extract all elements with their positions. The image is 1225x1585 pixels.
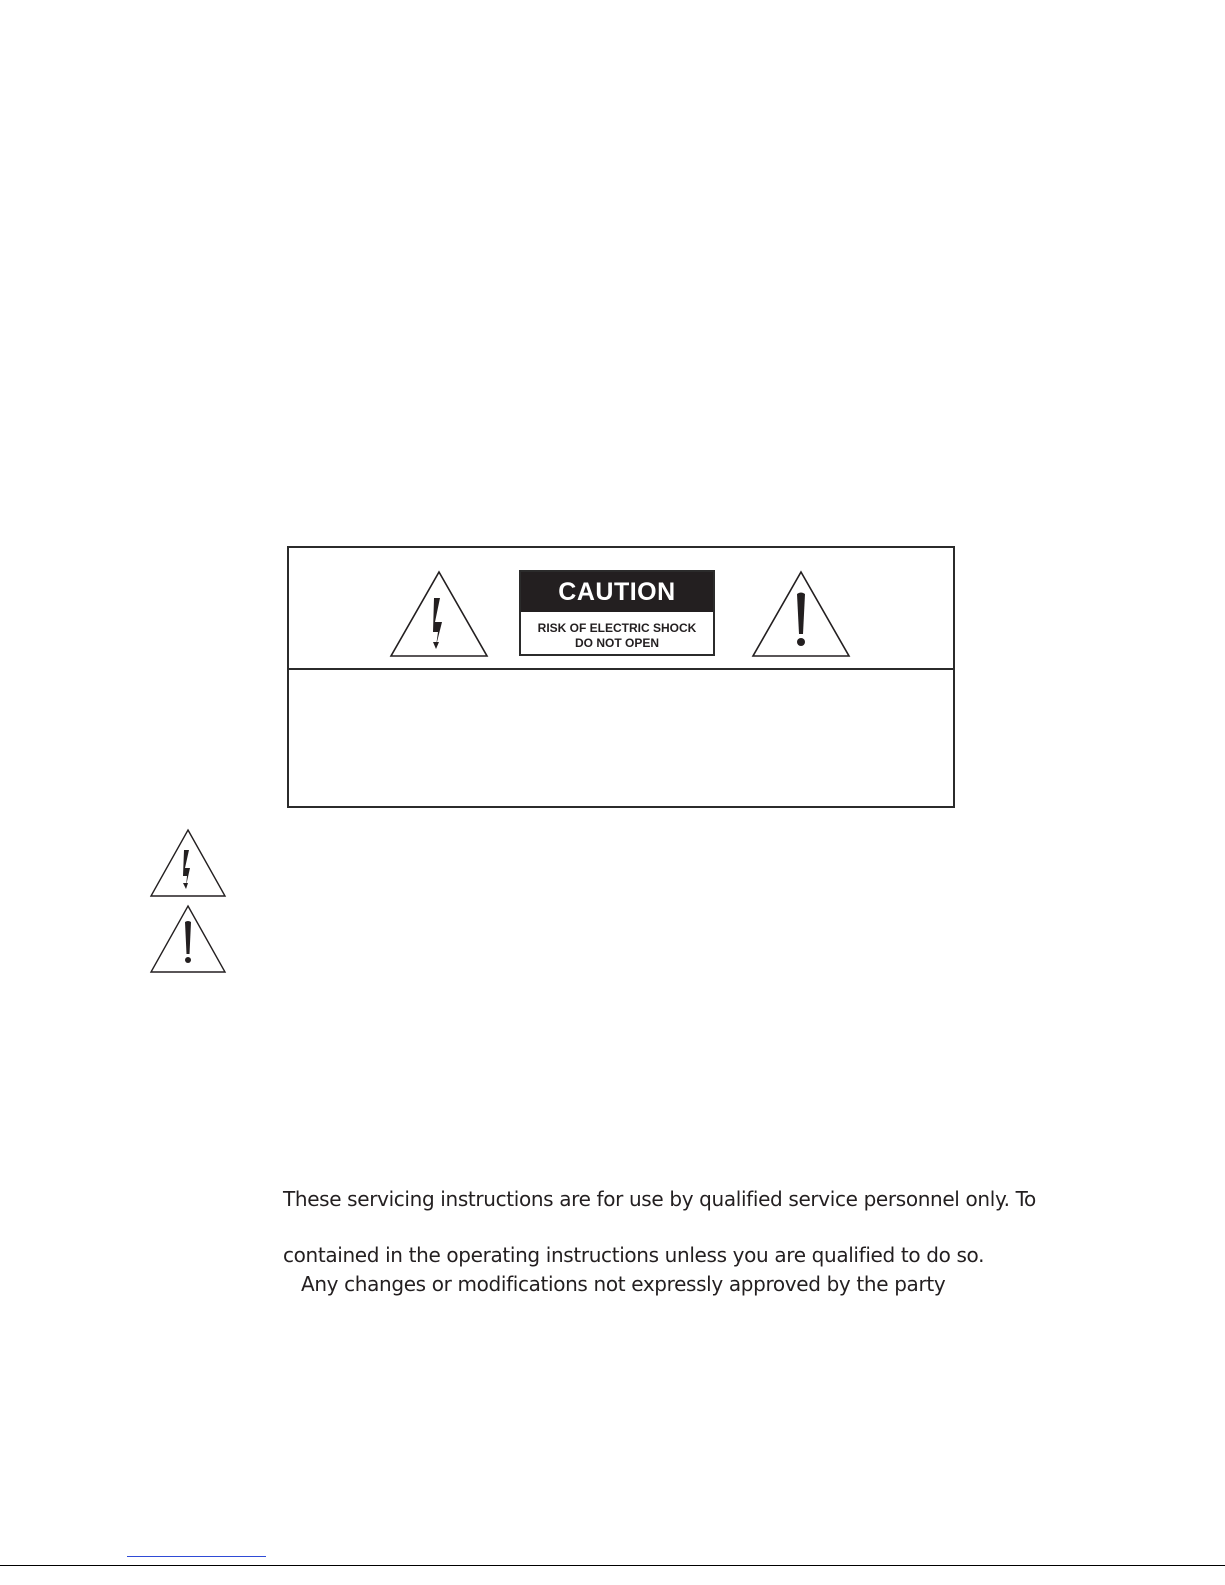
servicing-instructions-line-2: contained in the operating instructions unless you are qualified to do so.	[283, 1243, 985, 1267]
lightning-symbol-icon	[149, 828, 227, 898]
caution-line-do-not-open: DO NOT OPEN	[574, 636, 659, 650]
caution-panel-top	[289, 548, 953, 670]
caution-header: CAUTION	[521, 572, 713, 612]
caution-panel	[287, 546, 955, 808]
exclamation-symbol-icon	[149, 904, 227, 974]
page-bottom-rule	[0, 1565, 1225, 1566]
lightning-warning-icon	[389, 570, 489, 658]
caution-line-shock: RISK OF ELECTRIC SHOCK	[537, 621, 697, 635]
servicing-instructions-line-1: These servicing instructions are for use by qualified service personnel only. To	[283, 1187, 1036, 1211]
modifications-line: Any changes or modifications not expressly approved by the party	[301, 1272, 946, 1296]
footer-link-rule	[127, 1556, 266, 1557]
caution-panel-bottom	[289, 670, 953, 806]
exclamation-warning-icon	[751, 570, 851, 658]
caution-label	[519, 570, 715, 656]
